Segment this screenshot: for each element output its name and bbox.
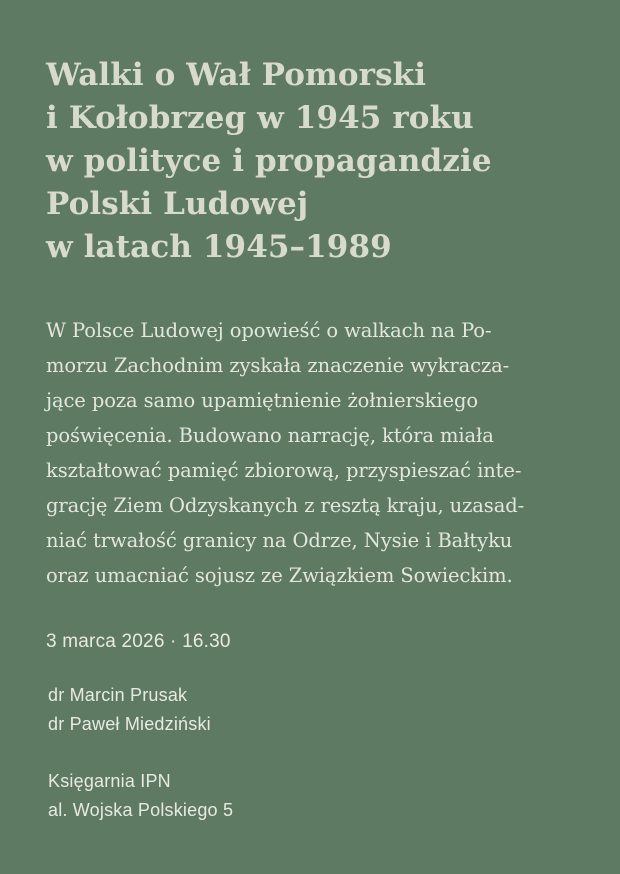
description-line: oraz umacniać sojusz ze Związkiem Sowieckim. xyxy=(46,564,513,587)
title-line: w polityce i propagandzie xyxy=(46,143,492,179)
title-line: w latach 1945–1989 xyxy=(46,229,392,265)
venue-address: al. Wojska Polskiego 5 xyxy=(48,800,234,820)
title-line: Polski Ludowej xyxy=(46,186,309,222)
description-line: kształtować pamięć zbiorową, przyspieszać inte- xyxy=(46,459,522,482)
description-line: morzu Zachodnim zyskała znaczenie wykracza- xyxy=(46,354,510,377)
description-line: W Polsce Ludowej opowieść o walkach na Po- xyxy=(46,319,492,342)
event-venue xyxy=(46,767,574,825)
speakers-list xyxy=(46,681,574,739)
description-line: niać trwałość granicy na Odrze, Nysie i Bałtyku xyxy=(46,529,513,552)
event-datetime: 3 marca 2026 · 16.30 xyxy=(46,631,231,652)
description-line: poświęcenia. Budowano narrację, która miała xyxy=(46,424,494,447)
venue-name: Księgarnia IPN xyxy=(48,771,171,791)
description-paragraph xyxy=(46,313,574,593)
speaker-name: dr Marcin Prusak xyxy=(48,685,188,705)
description-line: grację Ziem Odzyskanych z resztą kraju, uzasad- xyxy=(46,494,525,517)
description-line: jące poza samo upamiętnienie żołnierskiego xyxy=(46,389,478,412)
page-title xyxy=(46,48,574,269)
speaker-name: dr Paweł Miedziński xyxy=(48,714,211,734)
title-line: Walki o Wał Pomorski xyxy=(46,57,427,93)
title-line: i Kołobrzeg w 1945 roku xyxy=(46,100,474,136)
